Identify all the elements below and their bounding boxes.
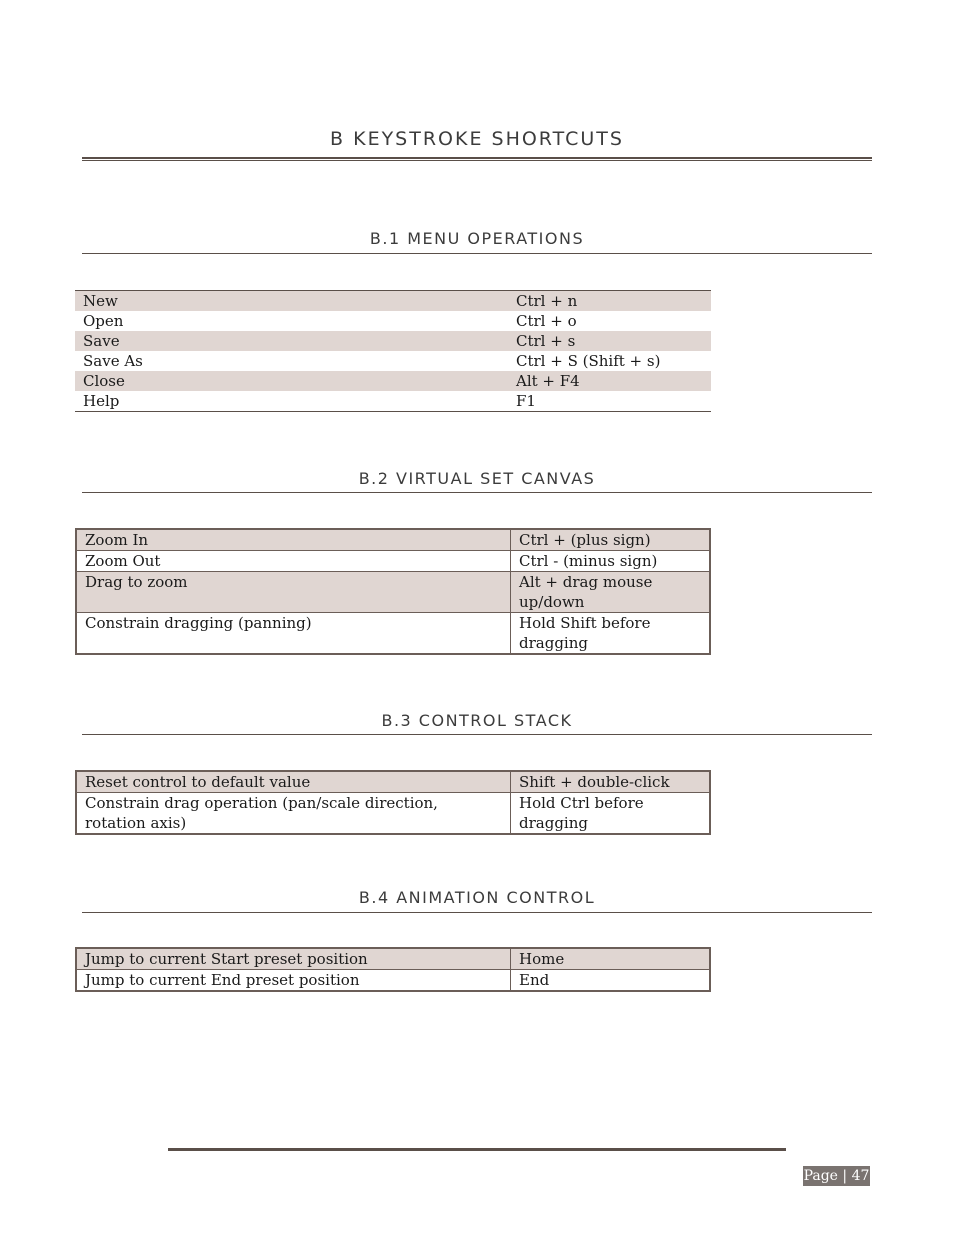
action-cell: Jump to current Start preset position bbox=[76, 948, 511, 970]
section-rule bbox=[82, 492, 872, 493]
shortcut-table-menu-operations bbox=[75, 290, 711, 412]
table-row bbox=[76, 948, 710, 970]
table-row bbox=[76, 572, 710, 613]
section-rule bbox=[82, 253, 872, 254]
shortcut-cell: Alt + drag mouse up/down bbox=[511, 572, 711, 613]
action-cell: Close bbox=[75, 371, 508, 391]
section-title-menu-operations: B.1 MENU OPERATIONS bbox=[369, 229, 585, 248]
shortcut-cell: Ctrl - (minus sign) bbox=[511, 551, 711, 572]
table-row bbox=[76, 613, 710, 655]
shortcut-cell: Ctrl + s bbox=[508, 331, 711, 351]
shortcut-cell: Hold Ctrl before dragging bbox=[511, 793, 711, 835]
table-row bbox=[75, 371, 711, 391]
shortcut-cell: Ctrl + (plus sign) bbox=[511, 529, 711, 551]
section-rule bbox=[82, 912, 872, 913]
table-row bbox=[76, 970, 710, 992]
action-cell: Drag to zoom bbox=[76, 572, 511, 613]
page-number: Page | 47 bbox=[803, 1168, 870, 1184]
action-cell: Save bbox=[75, 331, 508, 351]
shortcut-cell: Ctrl + o bbox=[516, 312, 577, 330]
table-row bbox=[76, 551, 710, 572]
shortcut-cell: Ctrl + n bbox=[508, 291, 711, 312]
table-row bbox=[76, 529, 710, 551]
table-row bbox=[76, 793, 710, 835]
action-cell: Zoom Out bbox=[76, 551, 511, 572]
action-cell: New bbox=[75, 291, 508, 312]
footer-rule bbox=[168, 1148, 786, 1151]
action-cell: Help bbox=[83, 392, 120, 410]
shortcut-cell: Alt + F4 bbox=[508, 371, 711, 391]
action-cell: Reset control to default value bbox=[76, 771, 511, 793]
chapter-rule bbox=[82, 157, 872, 161]
section-rule bbox=[82, 734, 872, 735]
table-row bbox=[75, 391, 711, 412]
table-row bbox=[75, 291, 711, 312]
action-cell: Zoom In bbox=[76, 529, 511, 551]
table-row bbox=[75, 331, 711, 351]
shortcut-cell: Ctrl + S (Shift + s) bbox=[516, 352, 661, 370]
shortcut-table-control-stack bbox=[75, 770, 711, 835]
shortcut-table-virtual-set-canvas bbox=[75, 528, 711, 655]
table-row bbox=[75, 311, 711, 331]
shortcut-cell: End bbox=[511, 970, 711, 992]
table-row bbox=[75, 351, 711, 371]
action-cell: Jump to current End preset position bbox=[76, 970, 511, 992]
section-title-control-stack: B.3 CONTROL STACK bbox=[381, 711, 573, 730]
shortcut-cell: F1 bbox=[516, 392, 536, 410]
shortcut-table-animation-control bbox=[75, 947, 711, 992]
table-row bbox=[76, 771, 710, 793]
shortcut-cell: Shift + double-click bbox=[511, 771, 711, 793]
shortcut-cell: Home bbox=[511, 948, 711, 970]
section-title-animation-control: B.4 ANIMATION CONTROL bbox=[358, 888, 596, 907]
chapter-title: B KEYSTROKE SHORTCUTS bbox=[330, 128, 624, 150]
action-cell: Open bbox=[83, 312, 124, 330]
action-cell: Save As bbox=[83, 352, 143, 370]
action-cell: Constrain dragging (panning) bbox=[76, 613, 511, 655]
shortcut-cell: Hold Shift before dragging bbox=[511, 613, 711, 655]
section-title-virtual-set-canvas: B.2 VIRTUAL SET CANVAS bbox=[358, 469, 596, 488]
action-cell: Constrain drag operation (pan/scale direction, rotation axis) bbox=[76, 793, 511, 835]
